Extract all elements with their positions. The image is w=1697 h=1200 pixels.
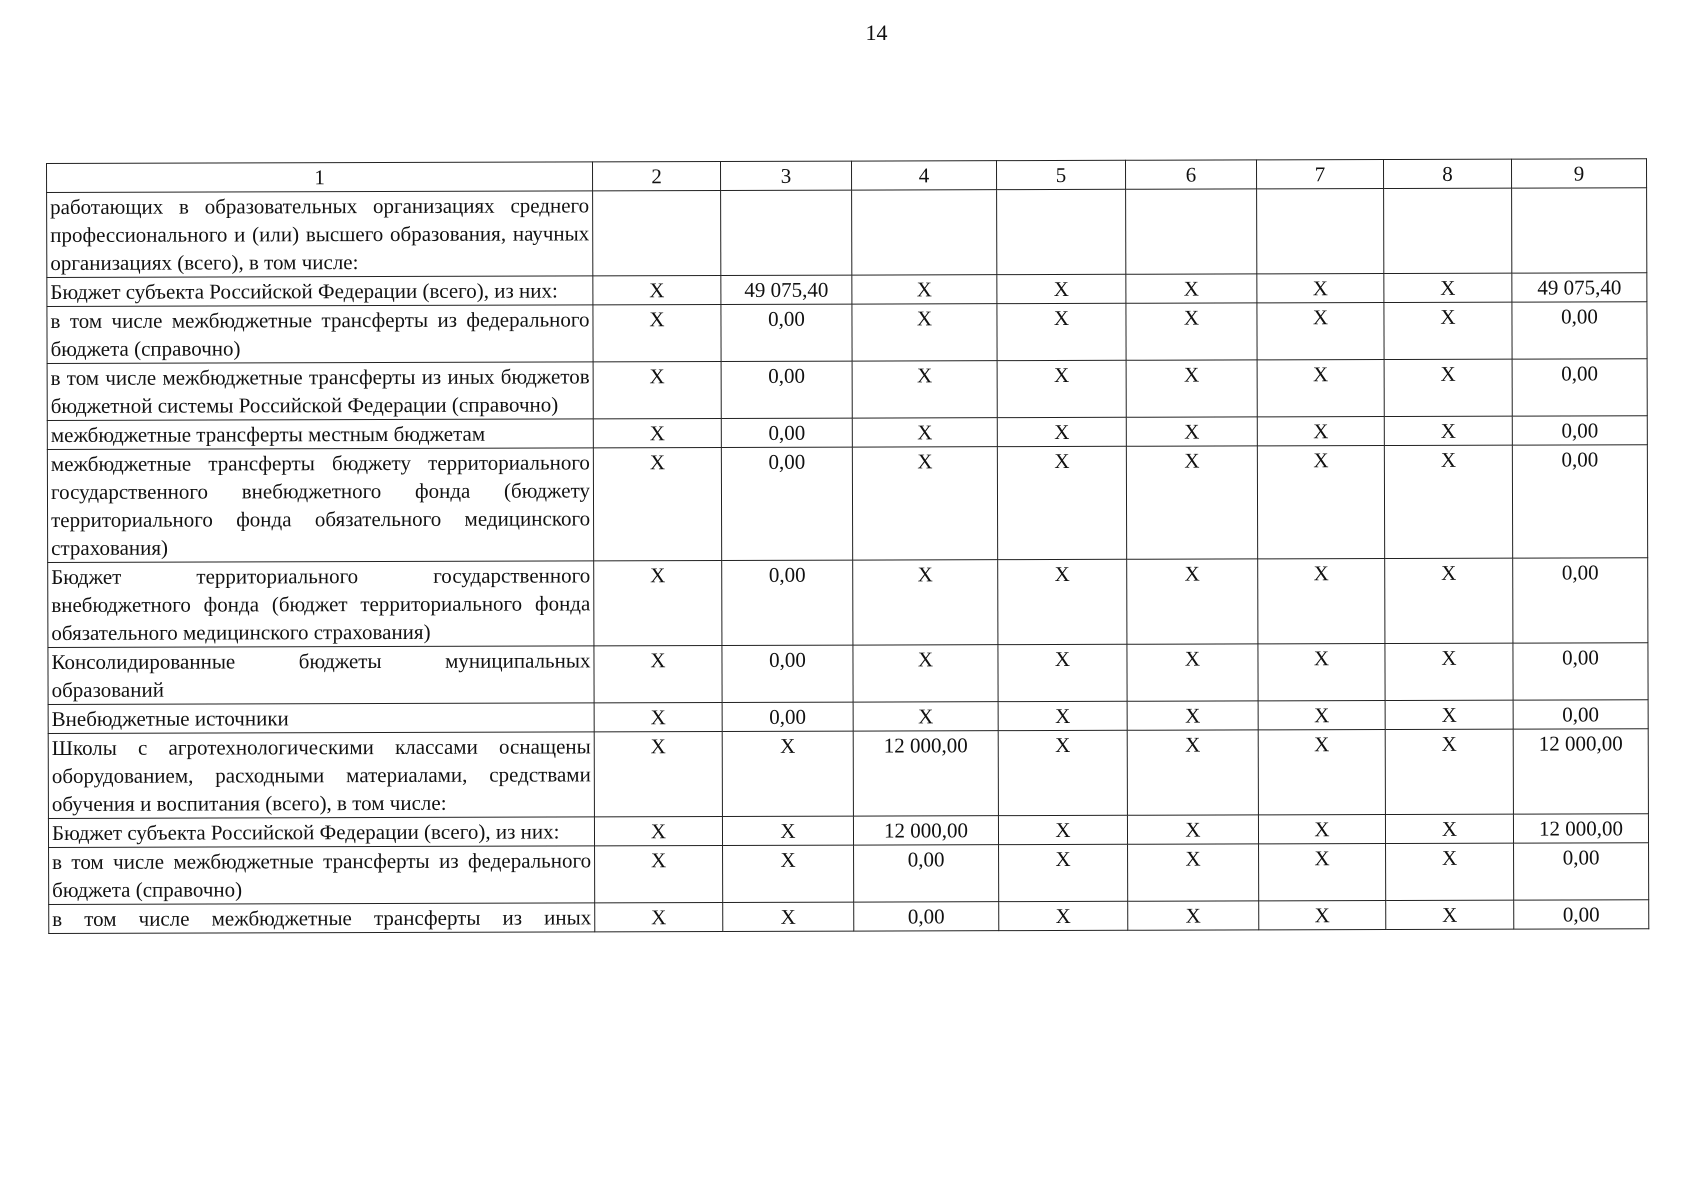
value-cell: X <box>997 446 1126 559</box>
value-cell: X <box>1257 303 1384 360</box>
value-cell: X <box>595 845 723 902</box>
value-cell: 0,00 <box>722 702 853 731</box>
value-cell: 0,00 <box>854 845 999 902</box>
value-cell: 0,00 <box>722 645 853 702</box>
row-label: Бюджет территориального государственного внебюджетного фонда (бюджет территориального фонда обязательного медицинского страхования) <box>48 561 594 648</box>
value-cell: X <box>1126 303 1257 360</box>
value-cell: X <box>1258 644 1385 701</box>
value-cell: X <box>998 559 1127 644</box>
value-cell: 0,00 <box>1513 643 1648 700</box>
value-cell: X <box>997 274 1126 303</box>
value-cell: X <box>594 645 722 702</box>
row-label: в том числе межбюджетные трансферты из иных бюджетов бюджетной системы Российской Федерации (справочно) <box>47 362 593 421</box>
value-cell: 0,00 <box>1514 843 1649 900</box>
value-cell: 0,00 <box>1512 302 1647 359</box>
row-label: в том числе межбюджетные трансферты из иных <box>49 903 595 934</box>
value-cell: X <box>1386 900 1514 929</box>
row-label: межбюджетные трансферты местным бюджетам <box>47 419 593 450</box>
row-label: Школы с агротехнологическими классами оснащены оборудованием, расходными материалами, средствами обучения и воспитания (всего), в том числе: <box>48 732 594 819</box>
value-cell: X <box>1386 843 1514 900</box>
value-cell: X <box>1128 901 1259 930</box>
value-cell: X <box>1384 416 1512 445</box>
table-row <box>48 729 1648 819</box>
column-header: 5 <box>996 160 1125 189</box>
value-cell: X <box>594 702 722 731</box>
table-row <box>47 359 1647 421</box>
value-cell: X <box>852 275 997 304</box>
value-cell: X <box>1127 701 1258 730</box>
value-cell: 0,00 <box>722 560 853 645</box>
column-header: 6 <box>1125 160 1256 189</box>
value-cell: X <box>593 275 721 304</box>
table-row <box>48 814 1648 848</box>
value-cell: X <box>1384 302 1512 359</box>
value-cell: X <box>1126 360 1257 417</box>
value-cell: 49 075,40 <box>721 275 852 304</box>
value-cell: X <box>998 815 1127 844</box>
value-cell: 0,00 <box>721 447 852 560</box>
column-header: 9 <box>1511 159 1646 188</box>
value-cell: X <box>1257 446 1384 559</box>
value-cell: X <box>1126 274 1257 303</box>
row-label: Бюджет субъекта Российской Федерации (всего), из них: <box>47 276 593 307</box>
value-cell: X <box>1384 273 1512 302</box>
value-cell: X <box>1384 445 1512 558</box>
value-cell: X <box>999 844 1128 901</box>
value-cell: X <box>998 644 1127 701</box>
value-cell: X <box>594 816 722 845</box>
row-label: Внебюджетные источники <box>48 703 594 734</box>
value-cell <box>1126 189 1257 274</box>
value-cell: 0,00 <box>1513 700 1648 729</box>
value-cell: X <box>1384 359 1512 416</box>
table-row <box>47 273 1647 307</box>
value-cell: 49 075,40 <box>1512 273 1647 302</box>
value-cell: 0,00 <box>1512 416 1647 445</box>
value-cell <box>593 190 721 275</box>
value-cell: X <box>1258 701 1385 730</box>
value-cell: X <box>1127 730 1258 815</box>
value-cell: 0,00 <box>1512 359 1647 416</box>
value-cell: X <box>1127 559 1258 644</box>
value-cell: X <box>1385 643 1513 700</box>
value-cell: X <box>998 730 1127 815</box>
row-label: в том числе межбюджетные трансферты из федерального бюджета (справочно) <box>47 305 593 364</box>
value-cell: X <box>1257 274 1384 303</box>
value-cell: X <box>1258 559 1385 644</box>
value-cell: X <box>852 361 997 418</box>
value-cell <box>1384 188 1512 273</box>
value-cell: X <box>1259 844 1386 901</box>
value-cell: X <box>594 731 722 816</box>
value-cell: X <box>593 361 721 418</box>
value-cell: X <box>1385 700 1513 729</box>
value-cell: X <box>1257 360 1384 417</box>
column-header: 3 <box>720 161 851 190</box>
row-label: Бюджет субъекта Российской Федерации (всего), из них: <box>48 817 594 848</box>
table-row <box>47 445 1647 563</box>
value-cell: X <box>593 418 721 447</box>
value-cell: X <box>852 447 997 560</box>
value-cell <box>721 190 852 275</box>
value-cell: 12 000,00 <box>1513 814 1648 843</box>
value-cell: 0,00 <box>1513 558 1648 643</box>
value-cell: X <box>1258 730 1385 815</box>
value-cell: X <box>998 701 1127 730</box>
value-cell: X <box>1258 815 1385 844</box>
value-cell: X <box>1257 417 1384 446</box>
value-cell: 12 000,00 <box>1513 729 1648 814</box>
value-cell <box>852 190 997 275</box>
row-label: межбюджетные трансферты бюджету территориального государственного внебюджетного фонда (бюджету территориального фонда обязательного медицинского страхования) <box>47 448 593 563</box>
value-cell: X <box>593 304 721 361</box>
column-header: 8 <box>1383 159 1511 188</box>
value-cell: X <box>723 902 854 931</box>
value-cell: 0,00 <box>721 361 852 418</box>
value-cell: X <box>723 845 854 902</box>
value-cell: X <box>593 447 721 560</box>
value-cell: X <box>853 702 998 731</box>
value-cell <box>1257 189 1384 274</box>
table-row <box>48 700 1648 734</box>
value-cell: 0,00 <box>721 418 852 447</box>
value-cell: X <box>722 816 853 845</box>
value-cell: X <box>999 901 1128 930</box>
table-row <box>47 302 1647 364</box>
table-row <box>48 558 1648 648</box>
table-row <box>49 900 1649 934</box>
table-row <box>48 643 1648 705</box>
budget-table <box>46 158 1649 934</box>
value-cell: X <box>997 303 1126 360</box>
value-cell: X <box>852 418 997 447</box>
value-cell: X <box>1127 644 1258 701</box>
table-row <box>49 843 1649 905</box>
value-cell: 12 000,00 <box>853 731 998 816</box>
table-row <box>47 416 1647 450</box>
value-cell: X <box>1385 729 1513 814</box>
value-cell: X <box>853 645 998 702</box>
row-label: Консолидированные бюджеты муниципальных образований <box>48 646 594 705</box>
value-cell: X <box>852 304 997 361</box>
value-cell: 0,00 <box>1514 900 1649 929</box>
row-label: работающих в образовательных организациях среднего профессионального и (или) высшего образования, научных организациях (всего), в том числе: <box>47 191 593 278</box>
value-cell: 0,00 <box>721 304 852 361</box>
value-cell: X <box>595 902 723 931</box>
value-cell: X <box>1385 558 1513 643</box>
value-cell: X <box>594 560 722 645</box>
value-cell: X <box>997 417 1126 446</box>
value-cell: 12 000,00 <box>853 816 998 845</box>
table-row <box>47 188 1647 278</box>
page-number: 14 <box>865 20 888 45</box>
value-cell <box>997 189 1126 274</box>
row-label: в том числе межбюджетные трансферты из федерального бюджета (справочно) <box>49 846 595 905</box>
table-header-row <box>47 159 1647 193</box>
value-cell: X <box>853 560 998 645</box>
value-cell: 0,00 <box>1512 445 1647 558</box>
value-cell: X <box>722 731 853 816</box>
value-cell: 0,00 <box>854 902 999 931</box>
value-cell: X <box>1385 814 1513 843</box>
column-header: 7 <box>1256 160 1383 189</box>
column-header: 4 <box>851 161 996 190</box>
column-header: 1 <box>47 162 593 193</box>
value-cell: X <box>1126 417 1257 446</box>
value-cell <box>1512 188 1647 273</box>
value-cell: X <box>997 360 1126 417</box>
value-cell: X <box>1127 815 1258 844</box>
value-cell: X <box>1126 446 1257 559</box>
column-header: 2 <box>592 161 720 190</box>
value-cell: X <box>1128 844 1259 901</box>
value-cell: X <box>1259 901 1386 930</box>
